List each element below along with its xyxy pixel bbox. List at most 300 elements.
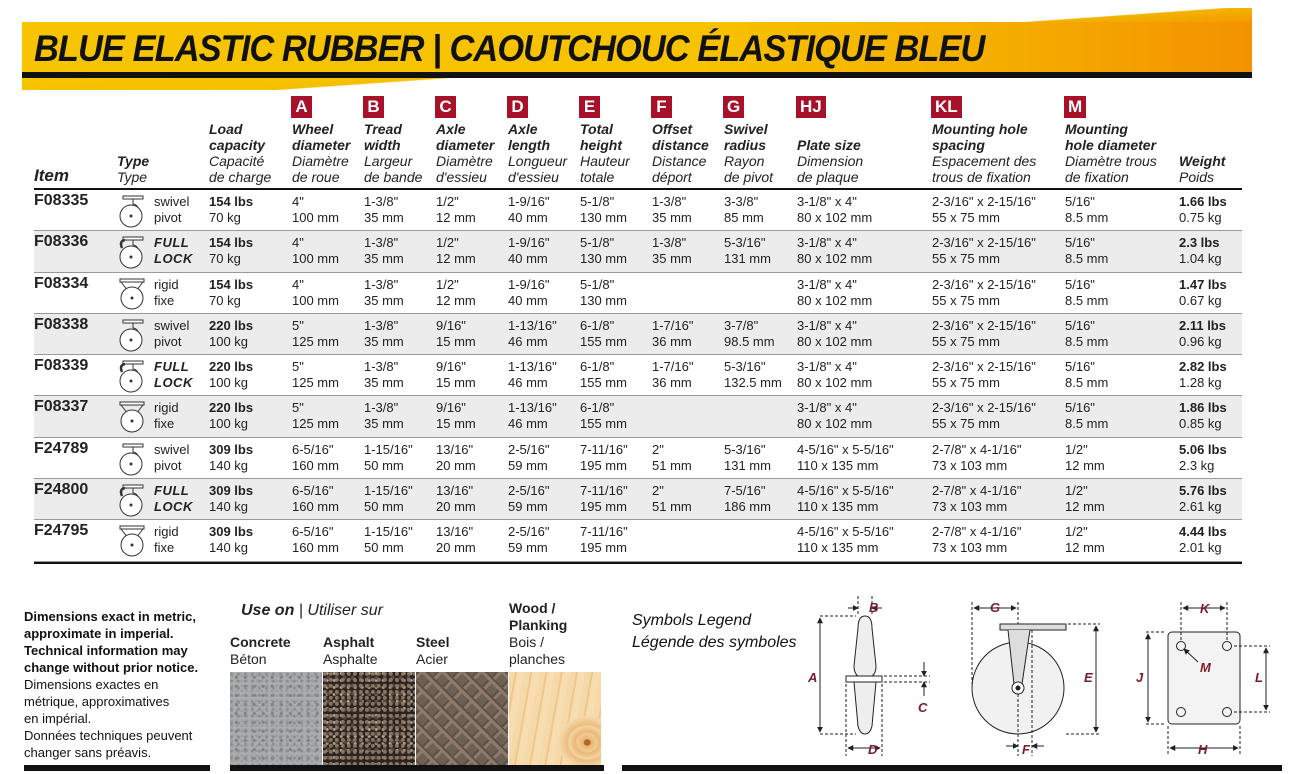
value-metric: 8.5 mm bbox=[1065, 416, 1109, 432]
cell-load bbox=[209, 400, 253, 432]
cell-tread bbox=[364, 524, 413, 556]
legend-label-h: H bbox=[1198, 742, 1208, 757]
value-imperial: 309 lbs bbox=[209, 524, 254, 540]
value-imperial: 1-13/16" bbox=[508, 317, 557, 333]
column-header-en-line: diameter bbox=[292, 137, 351, 153]
value-metric: 80 x 102 mm bbox=[797, 210, 873, 225]
value-imperial: 13/16" bbox=[436, 524, 474, 540]
cell-axle-l bbox=[508, 483, 549, 515]
cell-swivel bbox=[724, 318, 775, 350]
value-imperial: 1.86 lbs bbox=[1179, 400, 1227, 416]
cell-offset bbox=[652, 359, 693, 391]
value-metric: 36 mm bbox=[652, 333, 692, 349]
legend-label-b: B bbox=[869, 600, 879, 615]
caster-type bbox=[154, 277, 179, 309]
value-imperial: 5-3/16" bbox=[724, 235, 766, 251]
cell-wheel bbox=[292, 194, 339, 226]
value-imperial: 1-15/16" bbox=[364, 483, 413, 499]
value-imperial: 4-5/16" x 5-5/16" bbox=[797, 441, 894, 457]
value-metric: 40 mm bbox=[508, 292, 548, 308]
cell-swivel bbox=[724, 194, 764, 226]
value-metric: 160 mm bbox=[292, 499, 339, 515]
table-row bbox=[34, 231, 1242, 272]
value-metric: 130 mm bbox=[580, 292, 627, 308]
caster-type-line: LOCK bbox=[154, 499, 193, 515]
column-header-type bbox=[117, 153, 149, 185]
value-metric: 125 mm bbox=[292, 375, 339, 391]
value-imperial: 2-3/16" x 2-15/16" bbox=[932, 400, 1036, 416]
value-metric: 80 x 102 mm bbox=[797, 292, 873, 308]
value-imperial: 5/16" bbox=[1065, 359, 1095, 375]
column-header-en-line: height bbox=[580, 137, 622, 153]
cell-spacing bbox=[932, 277, 1036, 309]
cell-plate bbox=[797, 235, 872, 267]
value-metric: 70 kg bbox=[209, 210, 241, 225]
column-header-en-line: length bbox=[508, 137, 550, 153]
table-row bbox=[34, 273, 1242, 314]
cell-tread bbox=[364, 442, 413, 474]
cell-tread bbox=[364, 277, 404, 309]
value-metric: 59 mm bbox=[508, 540, 548, 556]
cell-weight bbox=[1179, 400, 1227, 432]
cell-plate bbox=[797, 524, 894, 556]
cell-axle-d bbox=[436, 442, 476, 474]
use-on-title bbox=[241, 602, 383, 620]
cell-plate bbox=[797, 442, 894, 474]
value-imperial: 2-3/16" x 2-15/16" bbox=[932, 317, 1036, 333]
value-imperial: 2.82 lbs bbox=[1179, 359, 1227, 375]
value-metric: 110 x 135 mm bbox=[797, 457, 879, 473]
cell-axle-d bbox=[436, 235, 476, 267]
value-metric: 125 mm bbox=[292, 416, 339, 432]
note-fr-line: Dimensions exactes en bbox=[24, 677, 159, 692]
value-imperial: 1-9/16" bbox=[508, 235, 550, 251]
value-imperial: 2-3/16" x 2-15/16" bbox=[932, 194, 1036, 209]
item-number: F24795 bbox=[34, 522, 89, 540]
legend-label-k: K bbox=[1200, 601, 1210, 616]
surface-swatch-asphalt bbox=[323, 672, 415, 766]
cell-weight bbox=[1179, 524, 1227, 556]
table-header bbox=[34, 92, 1242, 190]
value-metric: 195 mm bbox=[580, 457, 627, 473]
cell-offset bbox=[652, 235, 692, 267]
column-header-swivel bbox=[724, 121, 773, 185]
surface-swatch-wood bbox=[509, 672, 601, 766]
value-imperial: 1-3/8" bbox=[364, 194, 399, 209]
disclaimer-notes bbox=[24, 608, 220, 761]
cell-axle-d bbox=[436, 359, 476, 391]
cell-wheel bbox=[292, 277, 339, 309]
caster-type-line: pivot bbox=[154, 210, 182, 225]
column-header-fr-line: totale bbox=[580, 169, 615, 185]
value-metric: 59 mm bbox=[508, 457, 548, 473]
locking-caster-icon bbox=[114, 234, 150, 270]
column-header-axle-l bbox=[508, 121, 567, 185]
surface-name-fr: Bois / bbox=[509, 634, 545, 650]
value-metric: 80 x 102 mm bbox=[797, 333, 873, 349]
cell-hole bbox=[1065, 400, 1108, 432]
value-imperial: 5-1/8" bbox=[580, 235, 615, 251]
cell-height bbox=[580, 318, 627, 350]
note-en-line: approximate in imperial. bbox=[24, 626, 174, 641]
value-imperial: 5" bbox=[292, 400, 304, 416]
value-metric: 50 mm bbox=[364, 457, 404, 473]
item-number: F08339 bbox=[34, 357, 89, 375]
value-metric: 73 x 103 mm bbox=[932, 499, 1008, 515]
value-metric: 80 x 102 mm bbox=[797, 375, 873, 391]
value-imperial: 2-7/8" x 4-1/16" bbox=[932, 441, 1022, 457]
swivel-caster-icon bbox=[114, 441, 150, 477]
value-metric: 50 mm bbox=[364, 499, 404, 515]
value-imperial: 5.06 lbs bbox=[1179, 441, 1227, 457]
value-imperial: 6-1/8" bbox=[580, 400, 615, 416]
use-on-title-fr: Utiliser sur bbox=[307, 602, 383, 619]
caster-type-line: FULL bbox=[154, 359, 190, 375]
value-metric: 70 kg bbox=[209, 292, 241, 308]
surface-name-en: Steel bbox=[416, 634, 450, 650]
surface-label-wood bbox=[509, 600, 567, 668]
value-metric: 132.5 mm bbox=[724, 375, 782, 391]
column-header-fr-line: de bande bbox=[364, 169, 423, 185]
cell-offset bbox=[652, 442, 692, 474]
value-metric: 12 mm bbox=[436, 210, 476, 225]
value-metric: 140 kg bbox=[209, 457, 249, 473]
cell-axle-d bbox=[436, 524, 476, 556]
value-metric: 55 x 75 mm bbox=[932, 375, 1000, 391]
caster-type-line: swivel bbox=[154, 441, 190, 457]
rigid-caster-icon bbox=[114, 399, 150, 435]
value-metric: 36 mm bbox=[652, 375, 692, 391]
cell-axle-d bbox=[436, 400, 476, 432]
value-imperial: 1-3/8" bbox=[652, 194, 687, 209]
value-imperial: 2-3/16" x 2-15/16" bbox=[932, 276, 1036, 292]
caster-type-line: rigid bbox=[154, 400, 179, 416]
column-header-en-line: radius bbox=[724, 137, 767, 153]
table-row bbox=[34, 355, 1242, 396]
column-header-fr-line: Largeur bbox=[364, 153, 413, 169]
banner-under-accent bbox=[22, 78, 1252, 90]
value-metric: 51 mm bbox=[652, 457, 692, 473]
dimension-letter-badge: M bbox=[1064, 96, 1086, 118]
caster-type bbox=[154, 359, 193, 391]
cell-load bbox=[209, 318, 253, 350]
value-metric: 12 mm bbox=[1065, 540, 1105, 556]
value-imperial: 1/2" bbox=[436, 235, 459, 251]
value-imperial: 2-7/8" x 4-1/16" bbox=[932, 483, 1022, 499]
column-header-item: Item bbox=[34, 166, 69, 185]
item-number: F24789 bbox=[34, 439, 89, 457]
cell-axle-l bbox=[508, 400, 557, 432]
table-row bbox=[34, 479, 1242, 520]
cell-tread bbox=[364, 483, 413, 515]
value-metric: 80 x 102 mm bbox=[797, 416, 873, 432]
cell-weight bbox=[1179, 318, 1226, 350]
value-metric: 55 x 75 mm bbox=[932, 292, 1000, 308]
cell-weight bbox=[1179, 442, 1227, 474]
caster-type-line: FULL bbox=[154, 483, 190, 499]
table-bottom-rule bbox=[34, 562, 1242, 564]
surfaces-bottom-rule bbox=[230, 765, 604, 771]
value-metric: 12 mm bbox=[1065, 457, 1105, 473]
cell-spacing bbox=[932, 359, 1036, 391]
value-metric: 12 mm bbox=[436, 251, 476, 267]
legend-label-l: L bbox=[1255, 670, 1263, 685]
column-header-fr-line: Dimension bbox=[797, 153, 864, 169]
cell-hole bbox=[1065, 235, 1108, 267]
value-imperial: 5-1/8" bbox=[580, 276, 615, 292]
cell-offset bbox=[652, 483, 692, 515]
value-imperial: 5/16" bbox=[1065, 194, 1095, 209]
value-imperial: 5-1/8" bbox=[580, 194, 615, 209]
value-imperial: 3-1/8" x 4" bbox=[797, 194, 857, 209]
value-imperial: 1-3/8" bbox=[364, 317, 399, 333]
value-imperial: 9/16" bbox=[436, 400, 466, 416]
caster-type-line: swivel bbox=[154, 317, 190, 333]
value-imperial: 2-5/16" bbox=[508, 524, 550, 540]
locking-caster-icon bbox=[114, 358, 150, 394]
value-metric: 100 mm bbox=[292, 210, 339, 225]
cell-load bbox=[209, 235, 253, 267]
value-imperial: 1.66 lbs bbox=[1179, 194, 1227, 209]
note-en-line: Technical information may bbox=[24, 643, 188, 658]
cell-offset bbox=[652, 194, 692, 226]
cell-plate bbox=[797, 359, 872, 391]
column-header-fr-line: de roue bbox=[292, 169, 340, 185]
cell-load bbox=[209, 483, 253, 515]
value-metric: 160 mm bbox=[292, 540, 339, 556]
surface-name-en: Concrete bbox=[230, 634, 291, 650]
legend-label-f: F bbox=[1022, 742, 1030, 757]
value-imperial: 5/16" bbox=[1065, 276, 1095, 292]
value-imperial: 3-7/8" bbox=[724, 317, 759, 333]
value-imperial: 2-3/16" x 2-15/16" bbox=[932, 359, 1036, 375]
surface-name-fr: Asphalte bbox=[323, 651, 378, 667]
value-metric: 1.04 kg bbox=[1179, 251, 1222, 267]
value-imperial: 4-5/16" x 5-5/16" bbox=[797, 483, 894, 499]
value-imperial: 309 lbs bbox=[209, 441, 254, 457]
value-imperial: 1/2" bbox=[436, 276, 459, 292]
value-metric: 155 mm bbox=[580, 333, 627, 349]
value-imperial: 220 lbs bbox=[209, 359, 254, 375]
column-header-fr-line: de pivot bbox=[724, 169, 774, 185]
caster-type-line: LOCK bbox=[154, 251, 193, 267]
dimension-letter-badge: D bbox=[507, 96, 528, 118]
column-header-spacing bbox=[932, 121, 1036, 185]
cell-swivel bbox=[724, 359, 782, 391]
value-metric: 2.3 kg bbox=[1179, 457, 1215, 473]
column-header-wheel bbox=[292, 121, 350, 185]
surface-name-fr: Acier bbox=[416, 651, 448, 667]
value-metric: 46 mm bbox=[508, 416, 548, 432]
column-header-weight bbox=[1179, 153, 1225, 185]
cell-plate bbox=[797, 277, 872, 309]
value-metric: 186 mm bbox=[724, 499, 771, 515]
value-metric: 8.5 mm bbox=[1065, 292, 1109, 308]
legend-label-g: G bbox=[990, 600, 1001, 615]
column-header-fr-line: Diamètre trous bbox=[1065, 153, 1157, 169]
value-imperial: 3-1/8" x 4" bbox=[797, 317, 857, 333]
cell-spacing bbox=[932, 483, 1021, 515]
column-header-fr-line: Espacement des bbox=[932, 153, 1037, 169]
symbols-legend-diagram bbox=[790, 596, 1280, 766]
cell-height bbox=[580, 359, 627, 391]
value-imperial: 5" bbox=[292, 317, 304, 333]
page-title: BLUE ELASTIC RUBBER | CAOUTCHOUC ÉLASTIQUE BLEU bbox=[34, 28, 985, 69]
value-imperial: 4" bbox=[292, 194, 304, 209]
rigid-caster-icon bbox=[114, 276, 150, 312]
cell-weight bbox=[1179, 194, 1227, 226]
value-imperial: 154 lbs bbox=[209, 235, 254, 251]
caster-type-line: pivot bbox=[154, 457, 182, 473]
value-metric: 35 mm bbox=[652, 210, 692, 225]
cell-spacing bbox=[932, 400, 1036, 432]
value-imperial: 1-13/16" bbox=[508, 359, 557, 375]
value-imperial: 2" bbox=[652, 483, 664, 499]
note-fr-line: métrique, approximatives bbox=[24, 694, 170, 709]
caster-type-line: swivel bbox=[154, 194, 190, 209]
value-imperial: 4-5/16" x 5-5/16" bbox=[797, 524, 894, 540]
cell-height bbox=[580, 483, 628, 515]
value-imperial: 4.44 lbs bbox=[1179, 524, 1227, 540]
value-metric: 8.5 mm bbox=[1065, 210, 1109, 225]
value-metric: 8.5 mm bbox=[1065, 333, 1109, 349]
value-metric: 8.5 mm bbox=[1065, 375, 1109, 391]
column-header-fr-line: de charge bbox=[209, 169, 272, 185]
value-metric: 2.01 kg bbox=[1179, 540, 1222, 556]
value-imperial: 1/2" bbox=[1065, 441, 1088, 457]
cell-weight bbox=[1179, 359, 1227, 391]
note-fr-line: changer sans préavis. bbox=[24, 745, 152, 760]
value-imperial: 3-1/8" x 4" bbox=[797, 400, 857, 416]
value-imperial: 1-9/16" bbox=[508, 276, 550, 292]
dimension-letter-badge: HJ bbox=[796, 96, 826, 118]
value-imperial: 3-1/8" x 4" bbox=[797, 359, 857, 375]
column-header-en-line: Plate size bbox=[797, 137, 861, 153]
legend-label-c: C bbox=[918, 700, 928, 715]
cell-spacing bbox=[932, 235, 1036, 267]
value-imperial: 7-11/16" bbox=[580, 441, 628, 457]
cell-axle-d bbox=[436, 194, 476, 226]
value-imperial: 7-11/16" bbox=[580, 524, 628, 540]
value-imperial: 9/16" bbox=[436, 359, 466, 375]
cell-height bbox=[580, 235, 627, 267]
cell-plate bbox=[797, 318, 872, 350]
value-metric: 125 mm bbox=[292, 333, 339, 349]
cell-weight bbox=[1179, 277, 1227, 309]
surface-name-en: Wood / bbox=[509, 600, 556, 616]
value-imperial: 2.11 lbs bbox=[1179, 317, 1226, 333]
cell-tread bbox=[364, 400, 404, 432]
caster-type-line: fixe bbox=[154, 540, 175, 556]
value-metric: 12 mm bbox=[436, 292, 476, 308]
caster-type-line: FULL bbox=[154, 235, 190, 251]
rigid-caster-icon bbox=[114, 523, 150, 559]
column-header-tread bbox=[364, 121, 422, 185]
surface-name-en: Planking bbox=[509, 617, 568, 633]
value-metric: 85 mm bbox=[724, 210, 764, 225]
value-imperial: 5/16" bbox=[1065, 317, 1095, 333]
notes-bottom-rule bbox=[24, 765, 210, 771]
caster-type bbox=[154, 318, 189, 350]
cell-axle-d bbox=[436, 318, 476, 350]
column-header-offset bbox=[652, 121, 709, 185]
item-number: F08335 bbox=[34, 192, 89, 209]
column-header-en-line: spacing bbox=[932, 137, 985, 153]
column-header-en-line: capacity bbox=[209, 137, 266, 153]
cell-axle-l bbox=[508, 359, 557, 391]
value-metric: 51 mm bbox=[652, 499, 692, 515]
caster-type-line: rigid bbox=[154, 524, 179, 540]
value-imperial: 1/2" bbox=[1065, 483, 1088, 499]
front-view-diagram bbox=[972, 602, 1100, 756]
value-imperial: 6-5/16" bbox=[292, 483, 334, 499]
value-imperial: 1-15/16" bbox=[364, 441, 413, 457]
table-body bbox=[34, 190, 1242, 562]
column-header-en-line: Weight bbox=[1179, 153, 1226, 169]
cell-plate bbox=[797, 400, 872, 432]
value-imperial: 1/2" bbox=[436, 194, 459, 209]
value-metric: 70 kg bbox=[209, 251, 241, 267]
value-imperial: 6-1/8" bbox=[580, 359, 615, 375]
value-metric: 130 mm bbox=[580, 251, 627, 267]
column-header-en-line: Offset bbox=[652, 121, 693, 137]
value-imperial: 4" bbox=[292, 235, 304, 251]
dimension-letter-badge: G bbox=[723, 96, 744, 118]
value-metric: 100 mm bbox=[292, 292, 339, 308]
value-imperial: 1-13/16" bbox=[508, 400, 557, 416]
surface-name-fr: Béton bbox=[230, 651, 267, 667]
column-header-fr-line: Capacité bbox=[209, 153, 265, 169]
cell-swivel bbox=[724, 483, 771, 515]
cell-offset bbox=[652, 318, 693, 350]
value-imperial: 2-5/16" bbox=[508, 441, 550, 457]
cell-axle-l bbox=[508, 235, 549, 267]
column-header-fr-line: Distance bbox=[652, 153, 707, 169]
column-header-en-line: Mounting bbox=[1065, 121, 1128, 137]
cell-axle-d bbox=[436, 483, 476, 515]
cell-axle-l bbox=[508, 442, 549, 474]
cell-weight bbox=[1179, 483, 1227, 515]
caster-type bbox=[154, 400, 179, 432]
column-header-en-line: hole diameter bbox=[1065, 137, 1157, 153]
value-imperial: 154 lbs bbox=[209, 276, 254, 292]
value-imperial: 1-3/8" bbox=[652, 235, 687, 251]
value-imperial: 1/2" bbox=[1065, 524, 1088, 540]
value-imperial: 7-11/16" bbox=[580, 483, 628, 499]
value-metric: 55 x 75 mm bbox=[932, 251, 1000, 267]
cell-swivel bbox=[724, 442, 771, 474]
value-metric: 73 x 103 mm bbox=[932, 540, 1008, 556]
locking-caster-icon bbox=[114, 482, 150, 518]
value-metric: 160 mm bbox=[292, 457, 339, 473]
value-metric: 40 mm bbox=[508, 210, 548, 225]
cell-height bbox=[580, 524, 628, 556]
value-metric: 46 mm bbox=[508, 375, 548, 391]
caster-type-line: pivot bbox=[154, 333, 182, 349]
value-metric: 2.61 kg bbox=[1179, 499, 1222, 515]
column-header-fr-line: Diamètre bbox=[436, 153, 493, 169]
caster-type bbox=[154, 483, 193, 515]
value-imperial: 5/16" bbox=[1065, 400, 1095, 416]
item-number: F08336 bbox=[34, 233, 89, 251]
symbols-legend-title-fr: Légende des symboles bbox=[632, 634, 797, 651]
surface-swatch-steel bbox=[416, 672, 508, 766]
caster-type bbox=[154, 194, 189, 226]
column-header-fr-line: Poids bbox=[1179, 169, 1215, 185]
column-header-en-line: Swivel bbox=[724, 121, 768, 137]
value-metric: 35 mm bbox=[364, 210, 404, 225]
cell-hole bbox=[1065, 524, 1105, 556]
